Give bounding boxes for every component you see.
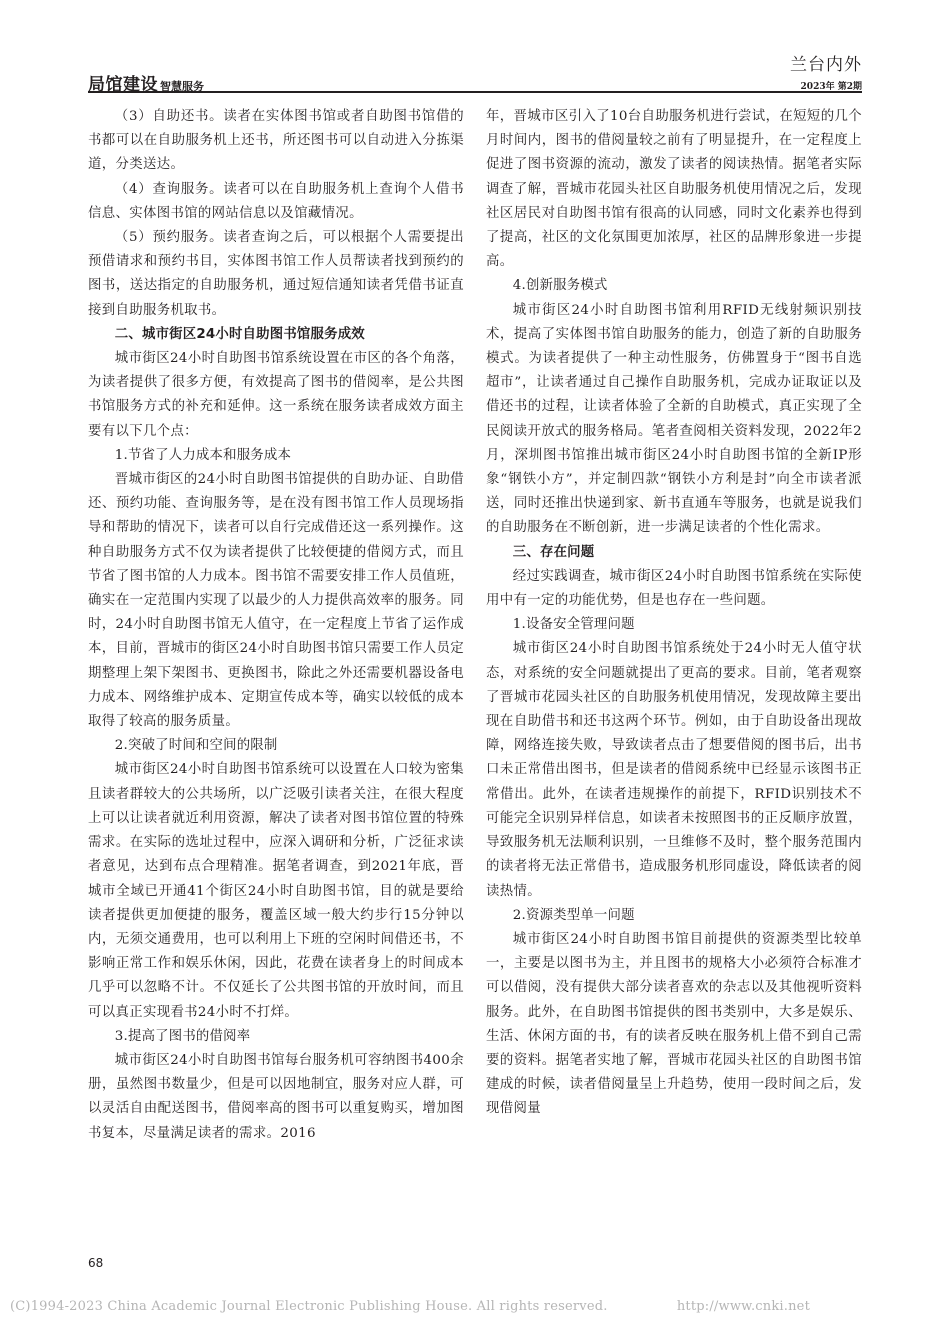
left-text-column [88,105,464,1146]
paragraph: 晋城市街区的24小时自助图书馆提供的自助办证、自助借还、预约功能、查询服务等，是在没有图书馆工作人员现场指导和帮助的情况下，读者可以自行完成借还这一系列操作。这种自助服务方式不仅为读者提供了比较便捷的借阅方式，而且节省了图书馆的人力成本。图书馆不需要安排工作人员值班，确实在一定范围内实现了以最少的人力提供高效率的服务。同时，24小时自助图书馆无人值守，在一定程度上节省了运作成本，目前，晋城市的街区24小时自助图书馆只需要工作人员定期整理上架下架图书、更换图书，除此之外还需要机器设备电力成本、网络维护成本、定期宣传成本等，确实以较低的成本取得了较高的服务质量。 [88,472,464,730]
journal-masthead [790,50,862,92]
paragraph: 经过实践调查，城市街区24小时自助图书馆系统在实际使用中有一定的功能优势，但是也存在一些问题。 [486,568,862,609]
section-heading: 三、存在问题 [512,544,595,560]
header-rule [88,91,862,93]
section-heading: 二、城市街区24小时自助图书馆服务成效 [114,326,365,342]
subsection-heading: 2.突破了时间和空间的限制 [114,738,278,754]
copyright-notice: (C)1994-2023 China Academic Journal Electronic Publishing House. All rights reserved. [10,1299,608,1314]
paragraph: 城市街区24小时自助图书馆系统处于24小时无人值守状态，对系统的安全问题就提出了更高的要求。目前，笔者观察了晋城市花园头社区的自助服务机使用情况，发现故障主要出现在自助借书和还书这两个环节。例如，由于自助设备出现故障，网络连接失败，导致读者点击了想要借阅的图书后，出书口未正常借出图书，但是读者的借阅系统中已经显示该图书正常借出。此外，在读者违规操作的前提下，RFID识别技术不可能完全识别异样信息，如读者未按照图书的正反顺序放置，导致服务机无法顺利识别，一旦维修不及时，整个服务范围内的读者将无法正常借书，造成服务机形同虚设，降低读者的阅读热情。 [486,641,862,899]
subsection-heading: 3.提高了图书的借阅率 [114,1028,251,1044]
right-text-column [486,105,862,1122]
paragraph: 城市街区24小时自助图书馆目前提供的资源类型比较单一，主要是以图书为主，并且图书的规格大小必须符合标准才可以借阅，没有提供大部分读者喜欢的杂志以及其他视听资料服务。此外，在自助图书馆提供的图书类别中，大多是娱乐、生活、休闲方面的书，有的读者反映在服务机上借不到自己需要的资料。据笔者实地了解，晋城市花园头社区的自助图书馆建成的时候，读者借阅量呈上升趋势，使用一段时间之后，发现借阅量 [486,931,862,1117]
paragraph: （4）查询服务。读者可以在自助服务机上查询个人借书信息、实体图书馆的网站信息以及馆藏情况。 [88,181,464,221]
paragraph: 城市街区24小时自助图书馆利用RFID无线射频识别技术，提高了实体图书馆自助服务的能力，创造了新的自助服务模式。为读者提供了一种主动性服务，仿佛置身于“图书自选超市”，让读者通过自己操作自助服务机，完成办证取证以及借还书的过程，让读者体验了全新的自助模式，真正实现了全民阅读开放式的服务格局。笔者查阅相关资料发现，2022年2月，深圳图书馆推出城市街区24小时自助图书馆的全新IP形象“钢铁小方”，并定制四款“钢铁小方利是封”向全市读者派送，同时还推出快递到家、新书直通车等服务，也就是说我们的自助服务在不断创新，进一步满足读者的个性化需求。 [486,302,862,536]
paragraph: （5）预约服务。读者查询之后，可以根据个人需要提出预借请求和预约书目，实体图书馆工作人员帮读者找到预约的图书，送达指定的自助服务机，通过短信通知读者凭借书证直接到自助服务机取书。 [88,230,464,318]
magazine-title: 兰台内外 [790,55,862,75]
paragraph: 城市街区24小时自助图书馆每台服务机可容纳图书400余册，虽然图书数量少，但是可以因地制宜，服务对应人群，可以灵活自由配送图书，借阅率高的图书可以重复购买，增加图书复本，尽量满足读者的需求。2016 [88,1052,464,1141]
page-number: 68 [88,1256,104,1270]
paragraph: 城市街区24小时自助图书馆系统可以设置在人口较为密集且读者群较大的公共场所，以广泛吸引读者关注，在很大程度上可以让读者就近利用资源，解决了读者对图书馆位置的特殊需求。在实际的选址过程中，应深入调研和分析，广泛征求读者意见，达到布点合理精准。据笔者调查，到2021年底，晋城市全域已开通41个街区24小时自助图书馆，目的就是要给读者提供更加便捷的服务，覆盖区域一般大约步行15分钟以内，无须交通费用，也可以利用上下班的空闲时间借还书，不影响正常工作和娱乐休闲，因此，花费在读者身上的时间成本几乎可以忽略不计。不仅延长了公共图书馆的开放时间，而且可以真正实现看书24小时不打烊。 [88,762,464,1020]
issue-label: 2023年 第2期 [800,82,862,92]
subsection-heading: 4.创新服务模式 [512,278,608,294]
section-subtitle: 智慧服务 [160,80,204,93]
subsection-heading: 1.节省了人力成本和服务成本 [114,447,292,463]
subsection-heading: 1.设备安全管理问题 [512,617,635,633]
paragraph-continued: 年，晋城市区引入了10台自助服务机进行尝试，在短短的几个月时间内，图书的借阅量较之前有了明显提升，在一定程度上促进了图书资源的流动，激发了读者的阅读热情。据笔者实际调查了解，晋城市花园头社区自助服务机使用情况之后，发现社区居民对自助图书馆有很高的认同感，同时文化素养也得到了提高，社区的文化氛围更加浓厚，社区的品牌形象进一步提高。 [486,109,862,270]
subsection-heading: 2.资源类型单一问题 [512,907,635,923]
footer [10,1299,940,1314]
footer-url[interactable]: http://www.cnki.net [676,1299,810,1314]
paragraph: 城市街区24小时自助图书馆系统设置在市区的各个角落，为读者提供了很多方便，有效提高了图书的借阅率，是公共图书馆服务方式的补充和延伸。这一系统在服务读者成效方面主要有以下几个点： [88,351,464,439]
paragraph: （3）自助还书。读者在实体图书馆或者自助图书馆借的书都可以在自助服务机上还书，所还图书可以自动进入分拣渠道，分类送达。 [88,109,464,173]
section-brand: 局馆建设 [88,75,158,95]
